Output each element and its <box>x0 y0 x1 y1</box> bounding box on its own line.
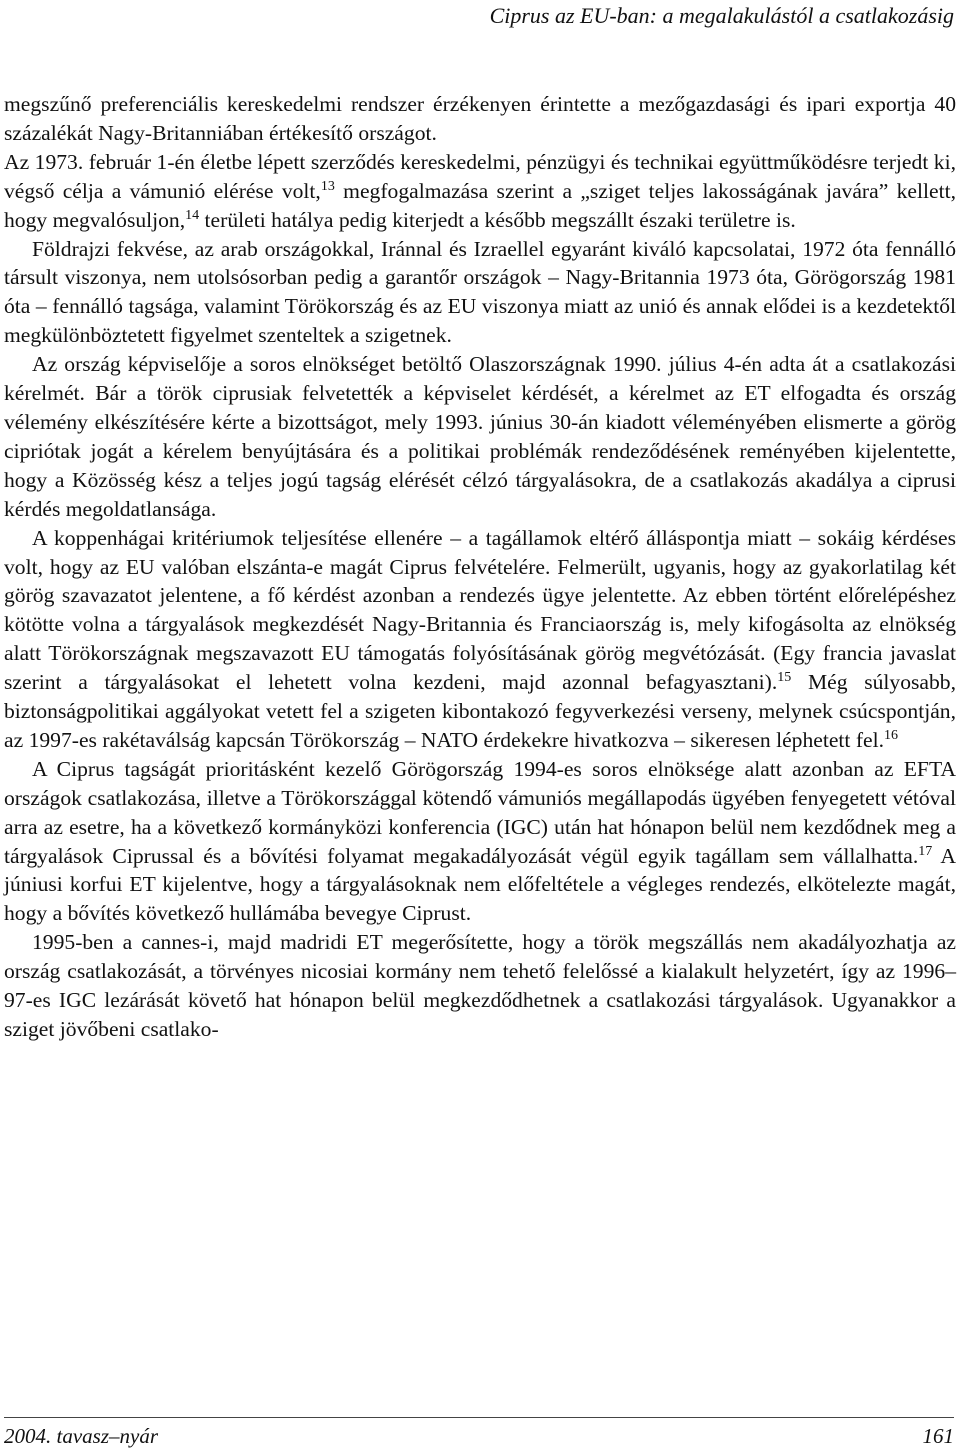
paragraph-text: A júniusi korfui ET kijelentve, hogy a tárgyalásoknak nem előfeltétele a végleges rendezés, elkötelezte magát, hogy a bővítés következő hullámába bevegye Ciprust. <box>4 843 956 926</box>
paragraph-text: Az ország képviselője a soros elnökséget betöltő Olaszországnak 1990. július 4-én adta át a csatlakozási kérelmét. Bár a török ciprusiak felvetették a képviselet kérdését, a kérelmet az ET elfogadta és ország vélemény elkészítésére kérte a bizottságot, mely 1993. június 30-án kiadott véleményében elismerte a görög cipriótak jogát a kérelem benyújtására és a politikai problémák rendeződésének reményében kijelentette, hogy a Közösség kész a teljes jogú tagság elérését célzó tárgyalásokra, de a csatlakozás akadálya a ciprusi kérdés megoldatlansága. <box>4 352 956 521</box>
issue-label: 2004. tavasz–nyár <box>4 1424 158 1448</box>
paragraph-text: Földrajzi fekvése, az arab országokkal, Iránnal és Izraellel egyaránt kiváló kapcsolatai, 1972 óta fennálló társult viszonya, nem utolsósorban pedig a garantőr országok – Nagy-Britannia 1973 óta, Görögország 1981 óta – fennálló tagsága, valamint Törökország és az EU viszonya miatt az unió és annak elődei is a kezdetektől megkülönböztetett figyelmet szenteltek a szigetnek. <box>4 236 956 348</box>
paragraph-text: A koppenhágai kritériumok teljesítése ellenére – a tagállamok eltérő álláspontja miatt – sokáig kérdéses volt, hogy az EU valóban elszánta-e magát Ciprus felvételére. Felmerült, ugyanis, hogy az gyakorlatilag két görög szavazatot jelentene, a fő kérdést azonban a rendezés ügye jelentette. Az ebben történt előrelépéshez kötötte volna a tárgyalások megkezdését Nagy-Britannia és Franciaország is, mely kifogásolta az elnökség alatt Törökországnak megszavazott EU támogatás folyósításának görög megvétózását. (Egy francia javaslat szerint a tárgyalásokat el lehetett volna kezdeni, majd azonnal befagyasztani). <box>4 525 956 695</box>
paragraph-text: 1995-ben a cannes-i, majd madridi ET megerősítette, hogy a török megszállás nem akadályozhatja az ország csatlakozását, a törvényes nicosiai kormány nem tehető felelőssé a kialakult helyzetért, így az 1996–97-es IGC lezárását követő hat hónapon belül megkezdődhetnek a csatlakozási tárgyalások. Ugyanakkor a sziget jövőbeni csatlako- <box>4 930 956 1041</box>
paragraph-4 <box>4 350 956 523</box>
paragraph-2 <box>4 148 956 235</box>
footnote-ref-13[interactable]: 13 <box>320 178 335 194</box>
paragraph-6 <box>4 755 956 928</box>
paragraph-1 <box>4 90 956 148</box>
footnote-ref-15[interactable]: 15 <box>777 669 792 685</box>
footnote-ref-17[interactable]: 17 <box>918 843 933 859</box>
paragraph-text: területi hatálya pedig kiterjedt a később megszállt északi területre is. <box>199 207 796 232</box>
footnote-ref-16[interactable]: 16 <box>884 727 898 743</box>
running-title: Ciprus az EU-ban: a megalakulástól a csatlakozásig <box>489 3 954 28</box>
paragraph-text: Még súlyosabb, biztonságpolitikai aggályokat vetett fel a szigeten kibontakozó fegyverkezési verseny, melynek csúcspontján, az 1997-es rakétaválság kapcsán Törökország – NATO érdekekre hivatkozva – sikeresen léphetett fel. <box>4 670 957 752</box>
paragraph-7 <box>4 928 956 1044</box>
footnote-ref-14[interactable]: 14 <box>185 207 200 223</box>
article-body <box>4 90 956 1044</box>
paragraph-3 <box>4 235 956 351</box>
page-footer <box>4 1417 954 1450</box>
paragraph-text: megfogalmazása szerint a „sziget teljes lakosságának javára” kellett, hogy megvalósuljon, <box>4 178 956 232</box>
page-number: 161 <box>922 1424 954 1448</box>
paragraph-text: megszűnő preferenciális kereskedelmi rendszer érzékenyen érintette a mezőgazdasági és ipari exportja 40 százalékát Nagy-Britanniában értékesítő országot. <box>4 92 956 145</box>
paragraph-text: A Ciprus tagságát prioritásként kezelő Görögország 1994-es soros elnöksége alatt azonban az EFTA országok csatlakozása, illetve a Törökországgal kötendő vámuniós megállapodás ügyében fenyegetett vétóval arra az esetre, ha a következő kormányközi konferencia (IGC) után hat hónapon belül nem kezdődnek meg a tárgyalások Ciprussal és a bővítési folyamat megakadályozását végül egyik tagállam sem vállalhatta. <box>4 756 956 868</box>
paragraph-5 <box>4 524 956 755</box>
paragraph-text: Az 1973. február 1-én életbe lépett szerződés kereskedelmi, pénzügyi és technikai együttműködésre terjedt ki, végső célja a vámunió elérése volt, <box>4 149 956 203</box>
